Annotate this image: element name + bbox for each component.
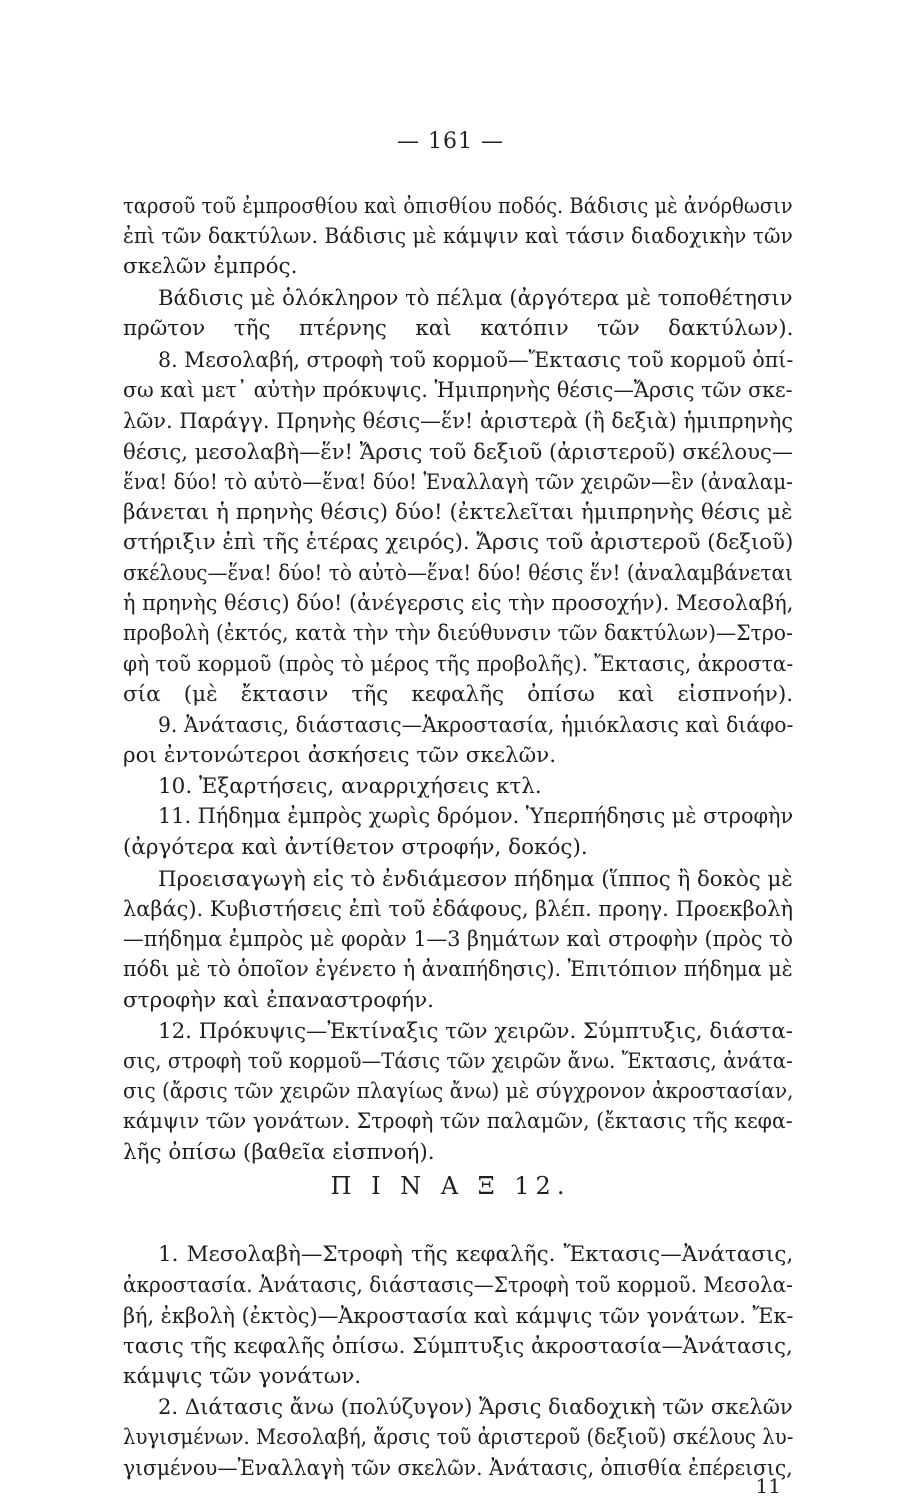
body-line: Προεισαγωγὴ εἰς τὸ ἐνδιάμεσον πήδημα (ἵππος ἢ δοκὸς μὲ	[158, 867, 793, 892]
body-line: ἕνα! δύο! τὸ αὐτὸ—ἕνα! δύο! Ἐναλλαγὴ τῶν χειρῶν—ἓν (ἀναλαμ-	[123, 470, 793, 495]
body-line: σις, στροφὴ τοῦ κορμοῦ—Τάσις τῶν χειρῶν ἄνω. Ἔκτασις, ἀνάτα-	[123, 1049, 793, 1074]
body-line: βάνεται ἡ πρηνὴς θέσις) δύο! (ἐκτελεῖται ἡμιπρηνὴς θέσις μὲ	[123, 500, 793, 525]
body-line: πόδι μὲ τὸ ὁποῖον ἐγένετο ἡ ἀναπήδησις). Ἐπιτόπιον πήδημα μὲ	[123, 957, 793, 982]
body-line: 2. Διάτασις ἄνω (πολύζυγον) Ἄρσις διαδοχικὴ τῶν σκελῶν	[158, 1395, 793, 1420]
body-line: σκελῶν ἐμπρός.	[123, 254, 298, 279]
body-line: ἀκροστασία. Ἀνάτασις, διάστασις—Στροφὴ τοῦ κορμοῦ. Μεσολα-	[123, 1273, 793, 1298]
body-line: βή, ἐκβολὴ (ἐκτὸς)—Ἀκροστασία καὶ κάμψις τῶν γονάτων. Ἔκ-	[123, 1304, 794, 1329]
body-line: σις (ἄρσις τῶν χειρῶν πλαγίως ἄνω) μὲ σύγχρονον ἀκροστασίαν,	[123, 1079, 794, 1104]
body-line: στήριξιν ἐπὶ τῆς ἑτέρας χειρός). Ἄρσις τοῦ ἀριστεροῦ (δεξιοῦ)	[123, 530, 794, 555]
body-line: φὴ τοῦ κορμοῦ (πρὸς τὸ μέρος τῆς προβολῆς). Ἔκτασις, ἀκροστα-	[123, 652, 794, 677]
body-line: κάμψις τῶν γονάτων.	[123, 1364, 362, 1389]
page-number-header: — 161 —	[397, 129, 504, 154]
body-line: λυγισμένων. Μεσολαβή, ἄρσις τοῦ ἀριστεροῦ (δεξιοῦ) σκέλους λυ-	[123, 1425, 794, 1450]
body-line: ἐπὶ τῶν δακτύλων. Βάδισις μὲ κάμψιν καὶ τάσιν διαδοχικὴν τῶν	[123, 224, 793, 249]
body-line: λαβάς). Κυβιστήσεις ἐπὶ τοῦ ἐδάφους, βλέπ. προηγ. Προεκβολὴ	[123, 897, 794, 922]
body-line: γισμένου—Ἐναλλαγὴ τῶν σκελῶν. Ἀνάτασις, ὀπισθία ἐπέρεισις,	[123, 1456, 793, 1481]
body-line: —πήδημα ἐμπρὸς μὲ φορὰν 1—3 βημάτων καὶ στροφὴν (πρὸς τὸ	[123, 927, 794, 952]
body-line: λῆς ὀπίσω (βαθεῖα εἰσπνοή).	[123, 1140, 435, 1165]
body-line: κάμψιν τῶν γονάτων. Στροφὴ τῶν παλαμῶν, (ἔκτασις τῆς κεφα-	[123, 1109, 793, 1134]
body-line: πρῶτον τῆς πτέρνης καὶ κατόπιν τῶν δακτύλων).	[123, 316, 794, 341]
body-line: ἡ πρηνὴς θέσις) δύο! (ἀνέγερσις εἰς τὴν προσοχήν). Μεσολαβή,	[123, 591, 794, 616]
body-line: ταρσοῦ τοῦ ἐμπροσθίου καὶ ὀπισθίου ποδός. Βάδισις μὲ ἀνόρθωσιν	[123, 194, 793, 219]
body-line: στροφὴν καὶ ἐπαναστροφήν.	[123, 988, 434, 1013]
body-line: 1. Μεσολαβὴ—Στροφὴ τῆς κεφαλῆς. Ἔκτασις—Ἀνάτασις,	[158, 1242, 794, 1267]
body-line: Βάδισις μὲ ὁλόκληρον τὸ πέλμα (ἀργότερα μὲ τοποθέτησιν	[158, 286, 793, 311]
body-line: 10. Ἐξαρτήσεις, αναρριχήσεις κτλ.	[158, 774, 542, 799]
signature-mark: 11	[755, 1474, 781, 1498]
body-line: θέσις, μεσολαβὴ—ἕν! Ἄρσις τοῦ δεξιοῦ (ἀριστεροῦ) σκέλους—	[123, 440, 794, 465]
body-line: 9. Ἀνάτασις, διάστασις—Ἀκροστασία, ἡμιόκλασις καὶ διάφο-	[158, 713, 794, 738]
body-line: σία (μὲ ἔκτασιν τῆς κεφαλῆς ὀπίσω καὶ εἰσπνοήν).	[123, 682, 794, 707]
body-line: σω καὶ μετ᾽ αὐτὴν πρόκυψις. Ἡμιπρηνὴς θέσις—Ἄρσις τῶν σκε-	[123, 378, 793, 403]
body-line: ροι ἐντονώτεροι ἀσκήσεις τῶν σκελῶν.	[123, 743, 557, 768]
body-line: λῶν. Παράγγ. Πρηνὴς θέσις—ἕν! ἀριστερὰ (ἢ δεξιὰ) ἡμιπρηνὴς	[123, 409, 794, 434]
body-line: προβολὴ (ἐκτός, κατὰ τὴν τὴν διεύθυνσιν τῶν δακτύλων)—Στρο-	[123, 621, 793, 646]
body-line: 12. Πρόκυψις—Ἐκτίναξις τῶν χειρῶν. Σύμπτυξις, διάστα-	[158, 1019, 793, 1044]
body-line: (ἀργότερα καὶ ἀντίθετον στροφήν, δοκός).	[123, 835, 588, 860]
body-line: τασις τῆς κεφαλῆς ὀπίσω. Σύμπτυξις ἀκροστασία—Ἀνάτασις,	[123, 1334, 793, 1359]
body-line: σκέλους—ἕνα! δύο! τὸ αὐτὸ—ἕνα! δύο! θέσις ἕν! (ἀναλαμβάνεται	[123, 561, 793, 586]
body-line: 11. Πήδημα ἐμπρὸς χωρὶς δρόμον. Ὑπερπήδησις μὲ στροφὴν	[158, 804, 794, 829]
table-heading: Π Ι Ν Α Ξ 12.	[330, 1172, 571, 1200]
body-line: 8. Μεσολαβή, στροφὴ τοῦ κορμοῦ—Ἔκτασις τοῦ κορμοῦ ὀπί-	[158, 348, 794, 373]
